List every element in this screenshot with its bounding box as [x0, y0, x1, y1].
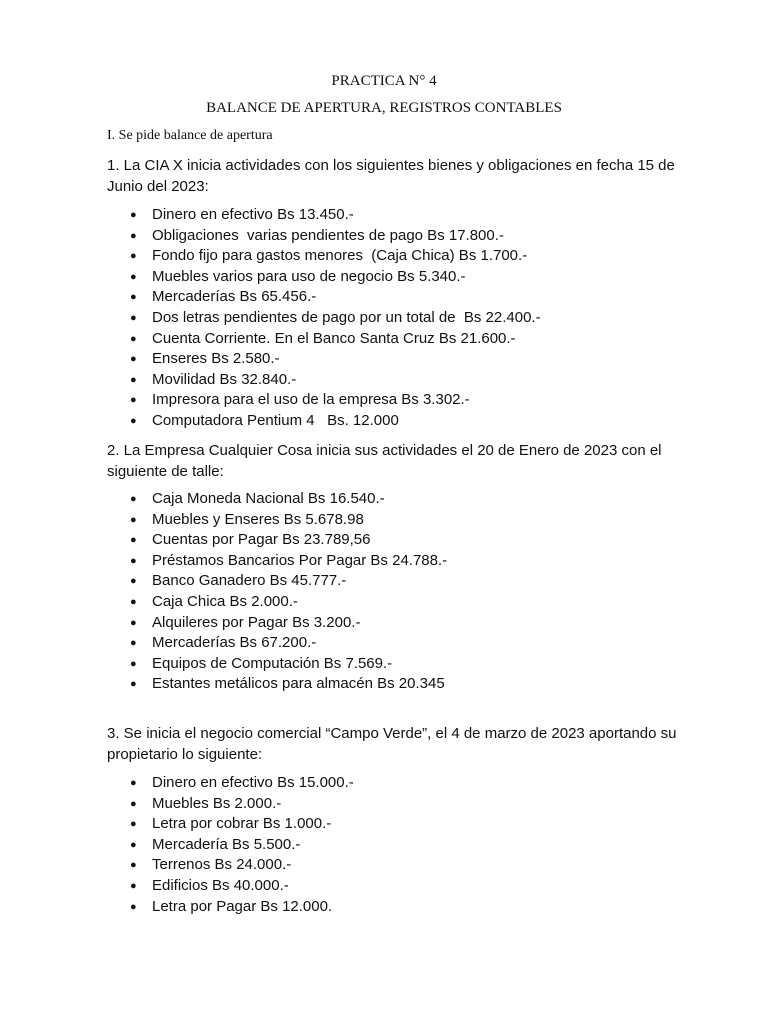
list-item-text: Dos letras pendientes de pago por un total de Bs 22.400.-	[152, 308, 541, 326]
bullet-icon: ●	[130, 493, 137, 505]
bullet-icon: ●	[130, 838, 137, 851]
list-item-text: Obligaciones varias pendientes de pago Bs 17.800.-	[152, 226, 504, 244]
problem-2-statement: 2. La Empresa Cualquier Cosa inicia sus actividades el 20 de Enero de 2023 con el siguiente de talle:	[107, 442, 662, 480]
bullet-icon: ●	[130, 394, 137, 407]
list-item	[127, 571, 447, 592]
bullet-icon: ●	[130, 595, 137, 608]
bullet-icon: ●	[130, 332, 137, 345]
bullet-icon: ●	[130, 637, 137, 650]
list-item-text: Impresora para el uso de la empresa Bs 3.302.-	[152, 391, 470, 409]
list-item	[127, 773, 354, 794]
list-item-text: Letra por cobrar Bs 1.000.-	[152, 815, 332, 833]
list-item-text: Dinero en efectivo Bs 13.450.-	[152, 206, 354, 223]
list-item	[127, 489, 447, 510]
bullet-icon: ●	[130, 250, 137, 263]
list-item-text: Cuentas por Pagar Bs 23.789,56	[152, 531, 371, 549]
list-item-text: Estantes metálicos para almacén Bs 20.345	[152, 675, 445, 693]
list-item	[127, 592, 447, 613]
list-item-text: Préstamos Bancarios Por Pagar Bs 24.788.-	[152, 551, 448, 569]
bullet-icon: ●	[130, 879, 137, 892]
bullet-icon: ●	[130, 373, 137, 386]
problem-2-list	[127, 489, 447, 695]
list-item-text: Caja Chica Bs 2.000.-	[152, 592, 298, 610]
bullet-icon: ●	[130, 657, 137, 670]
list-item	[127, 551, 447, 572]
list-item	[127, 287, 541, 308]
problem-1-list	[127, 205, 541, 432]
bullet-icon: ●	[130, 554, 137, 567]
list-item	[127, 390, 541, 411]
instruction-text: I. Se pide balance de apertura	[107, 128, 273, 143]
problem-3-statement: 3. Se inicia el negocio comercial “Campo Verde”, el 4 de marzo de 2023 aportando su propietario lo siguiente:	[107, 725, 677, 763]
list-item-text: Enseres Bs 2.580.-	[152, 350, 280, 368]
document-subtitle: BALANCE DE APERTURA, REGISTROS CONTABLES	[206, 100, 562, 116]
bullet-icon: ●	[130, 270, 137, 283]
document-title: PRACTICA N° 4	[331, 73, 437, 89]
list-item	[127, 674, 447, 695]
list-item-text: Muebles varios para uso de negocio Bs 5.340.-	[152, 267, 466, 285]
list-item	[127, 897, 354, 918]
bullet-icon: ●	[130, 818, 137, 831]
list-item	[127, 205, 541, 226]
bullet-icon: ●	[130, 311, 137, 324]
list-item-text: Mercadería Bs 5.500.-	[152, 835, 301, 853]
list-item-text: Cuenta Corriente. En el Banco Santa Cruz Bs 21.600.-	[152, 329, 516, 347]
list-item-text: Dinero en efectivo Bs 15.000.-	[152, 774, 354, 791]
list-item	[127, 308, 541, 329]
bullet-icon: ●	[130, 353, 137, 366]
list-item	[127, 654, 447, 675]
list-item-text: Mercaderías Bs 65.456.-	[152, 288, 317, 306]
bullet-icon: ●	[130, 797, 137, 810]
list-item-text: Mercaderías Bs 67.200.-	[152, 634, 317, 652]
bullet-icon: ●	[130, 678, 137, 691]
list-item-text: Fondo fijo para gastos menores (Caja Chica) Bs 1.700.-	[152, 247, 528, 265]
problem-1-statement: 1. La CIA X inicia actividades con los siguientes bienes y obligaciones en fecha 15 de Junio del 2023:	[107, 157, 675, 195]
bullet-icon: ●	[130, 616, 137, 629]
list-item	[127, 226, 541, 247]
bullet-icon: ●	[130, 414, 137, 427]
list-item-text: Banco Ganadero Bs 45.777.-	[152, 572, 347, 590]
list-item	[127, 329, 541, 350]
bullet-icon: ●	[130, 291, 137, 304]
bullet-icon: ●	[130, 229, 137, 242]
bullet-icon: ●	[130, 859, 137, 872]
list-item	[127, 510, 447, 531]
bullet-icon: ●	[130, 513, 137, 526]
list-item-text: Caja Moneda Nacional Bs 16.540.-	[152, 490, 385, 507]
list-item-text: Muebles y Enseres Bs 5.678.98	[152, 510, 364, 528]
list-item-text: Alquileres por Pagar Bs 3.200.-	[152, 613, 361, 631]
list-item-text: Letra por Pagar Bs 12.000.	[152, 897, 333, 915]
list-item	[127, 855, 354, 876]
bullet-icon: ●	[130, 900, 137, 913]
bullet-icon: ●	[130, 534, 137, 547]
bullet-icon: ●	[130, 575, 137, 588]
list-item	[127, 370, 541, 391]
list-item	[127, 267, 541, 288]
list-item	[127, 613, 447, 634]
list-item	[127, 814, 354, 835]
list-item	[127, 411, 541, 432]
list-item-text: Movilidad Bs 32.840.-	[152, 370, 297, 388]
list-item-text: Muebles Bs 2.000.-	[152, 794, 282, 812]
list-item	[127, 246, 541, 267]
list-item-text: Edificios Bs 40.000.-	[152, 876, 289, 894]
list-item	[127, 349, 541, 370]
bullet-icon: ●	[130, 777, 137, 789]
bullet-icon: ●	[130, 209, 137, 221]
list-item	[127, 794, 354, 815]
list-item	[127, 633, 447, 654]
list-item	[127, 530, 447, 551]
list-item-text: Computadora Pentium 4 Bs. 12.000	[152, 411, 399, 429]
list-item	[127, 876, 354, 897]
list-item	[127, 835, 354, 856]
problem-3-list	[127, 773, 354, 917]
list-item-text: Terrenos Bs 24.000.-	[152, 856, 292, 874]
list-item-text: Equipos de Computación Bs 7.569.-	[152, 654, 393, 672]
